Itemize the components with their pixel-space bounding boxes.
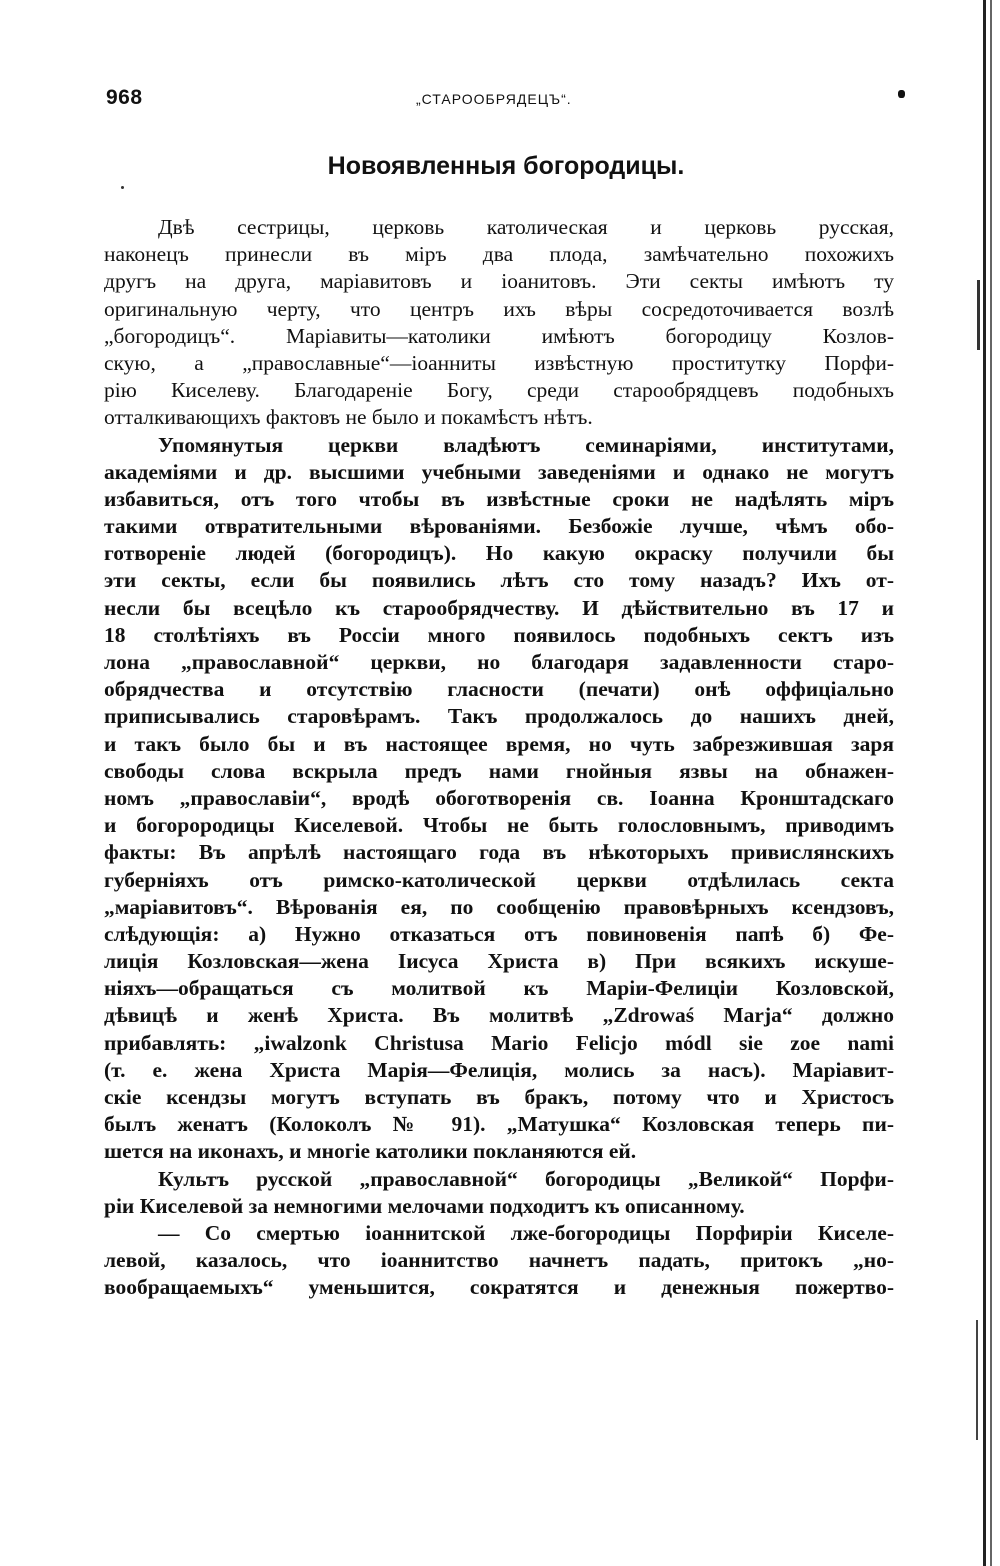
text-line: (т. е. жена Христа Марія—Фелиція, молись за насъ). Маріавит-	[104, 1057, 894, 1082]
text-line: другъ на друга, маріавитовъ и іоанитовъ. Эти секты имѣютъ ту	[104, 269, 894, 294]
text-line: Упомянутыя церкви владѣютъ семинаріями, институтами,	[158, 432, 894, 457]
text-line: скіе ксендзы могутъ вступать въ бракъ, потому что и Христосъ	[104, 1085, 894, 1109]
text-line: факты: Въ апрѣлѣ настоящаго года въ нѣкоторыхъ привислянскихъ	[104, 840, 894, 865]
text-line: „богородицъ“. Маріавиты—католики имѣютъ богородицу Козлов-	[104, 323, 894, 348]
text-line: приписывались старовѣрамъ. Такъ продолжалось до нашихъ дней,	[104, 704, 894, 729]
paragraph-3	[104, 1166, 894, 1220]
text-line: отталкивающихъ фактовъ не было и покамѣстъ нѣтъ.	[104, 405, 593, 430]
text-line: скую, а „православные“—іоанниты извѣстную проститутку Порфи-	[104, 350, 894, 375]
edge-mark	[977, 280, 980, 350]
page-header	[0, 86, 1000, 116]
text-line: оригинальную черту, что центръ ихъ вѣры сосредоточивается возлѣ	[104, 296, 894, 321]
text-line: обрядчества и отсутствію гласности (печати) онѣ оффиціально	[104, 677, 894, 702]
text-line: вообращаемыхъ“ уменьшится, сократятся и денежныя пожертво-	[104, 1275, 894, 1300]
text-line: былъ женатъ (Колоколъ № 91). „Матушка“ Козловская теперь пи-	[104, 1112, 894, 1137]
text-line: и богорородицы Киселевой. Чтобы не быть голословнымъ, приводимъ	[104, 813, 894, 838]
text-line: готвореніе людей (богородицъ). Но какую окраску получили бы	[104, 541, 894, 566]
ink-speck	[121, 186, 124, 189]
text-line: слѣдующія: а) Нужно отказаться отъ повиновенія папѣ б) Фе-	[104, 921, 894, 946]
text-line: рію Киселеву. Благодареніе Богу, среди старообрядцевъ подобныхъ	[104, 378, 894, 403]
text-line: ніяхъ—обращаться съ молитвой къ Маріи-Фелиціи Козловской,	[104, 976, 894, 1001]
text-line: шется на иконахъ, и многіе католики покланяются ей.	[104, 1139, 637, 1164]
text-line: несли бы всецѣло къ старообрядчеству. И дѣйствительно въ 17 и	[104, 595, 894, 620]
text-line: левой, казалось, что іоаннитство начнетъ падать, притокъ „но-	[104, 1248, 894, 1273]
text-line: Культъ русской „православной“ богородицы „Великой“ Порфи-	[158, 1166, 894, 1191]
text-line: свободы слова вскрыла предъ нами гнойныя язвы на обнажен-	[104, 758, 894, 783]
text-line: такими отвратительными вѣрованіями. Безбожіе лучше, чѣмъ обо-	[104, 514, 894, 539]
article-title: Новоявленныя богородицы.	[327, 152, 685, 180]
text-line: эти секты, если бы появились лѣтъ сто тому назадъ? Ихъ от-	[104, 568, 894, 593]
text-line: дѣвицѣ и женѣ Христа. Въ молитвѣ „Zdrowaś Marja“ должно	[104, 1003, 894, 1028]
text-line: — Со смертью іоаннитской лже-богородицы Порфиріи Киселе-	[158, 1220, 894, 1245]
paragraph-2	[104, 432, 894, 1166]
text-line: лона „православной“ церкви, но благодаря задавленности старо-	[104, 650, 894, 674]
binding-edge	[983, 0, 986, 1566]
running-head: „СТАРООБРЯДЕЦЪ“.	[416, 91, 572, 107]
text-line: Двѣ сестрицы, церковь католическая и церковь русская,	[158, 215, 894, 239]
text-line: избавиться, отъ того чтобы въ извѣстные сроки не надѣлять міръ	[104, 486, 894, 511]
text-line: лиція Козловская—жена Іисуса Христа в) При всякихъ искуше-	[104, 949, 894, 974]
text-line: ріи Киселевой за немногими мелочами подходитъ къ описанному.	[104, 1193, 745, 1218]
page-number: 968	[106, 86, 143, 109]
text-line: номъ „православіи“, вродѣ обоготворенія св. Іоанна Кронштадскаго	[104, 785, 894, 810]
text-line: и такъ было бы и въ настоящее время, но чуть забрезжившая заря	[104, 731, 894, 756]
text-line: прибавлять: „iwalzonk Christusa Mario Felicjo módl sie zoe nami	[104, 1030, 894, 1055]
text-line: наконецъ принесли въ міръ два плода, замѣчательно похожихъ	[104, 242, 894, 267]
paragraph-1	[104, 214, 894, 432]
ink-spot	[898, 90, 905, 98]
edge-mark	[976, 1320, 978, 1440]
binding-edge-shadow	[990, 0, 992, 1566]
text-line: губерніяхъ отъ римско-католической церкви отдѣлилась секта	[104, 867, 894, 892]
article-body	[104, 214, 894, 1302]
text-line: „маріавитовъ“. Вѣрованія ея, по сообщенію правовѣрныхъ ксендзовъ,	[104, 894, 894, 919]
text-line: академіями и др. высшими учебными заведеніями и однако не могутъ	[104, 459, 894, 484]
text-line: 18 столѣтіяхъ въ Россіи много появилось подобныхъ сектъ изъ	[104, 622, 894, 647]
paragraph-4	[104, 1220, 894, 1302]
